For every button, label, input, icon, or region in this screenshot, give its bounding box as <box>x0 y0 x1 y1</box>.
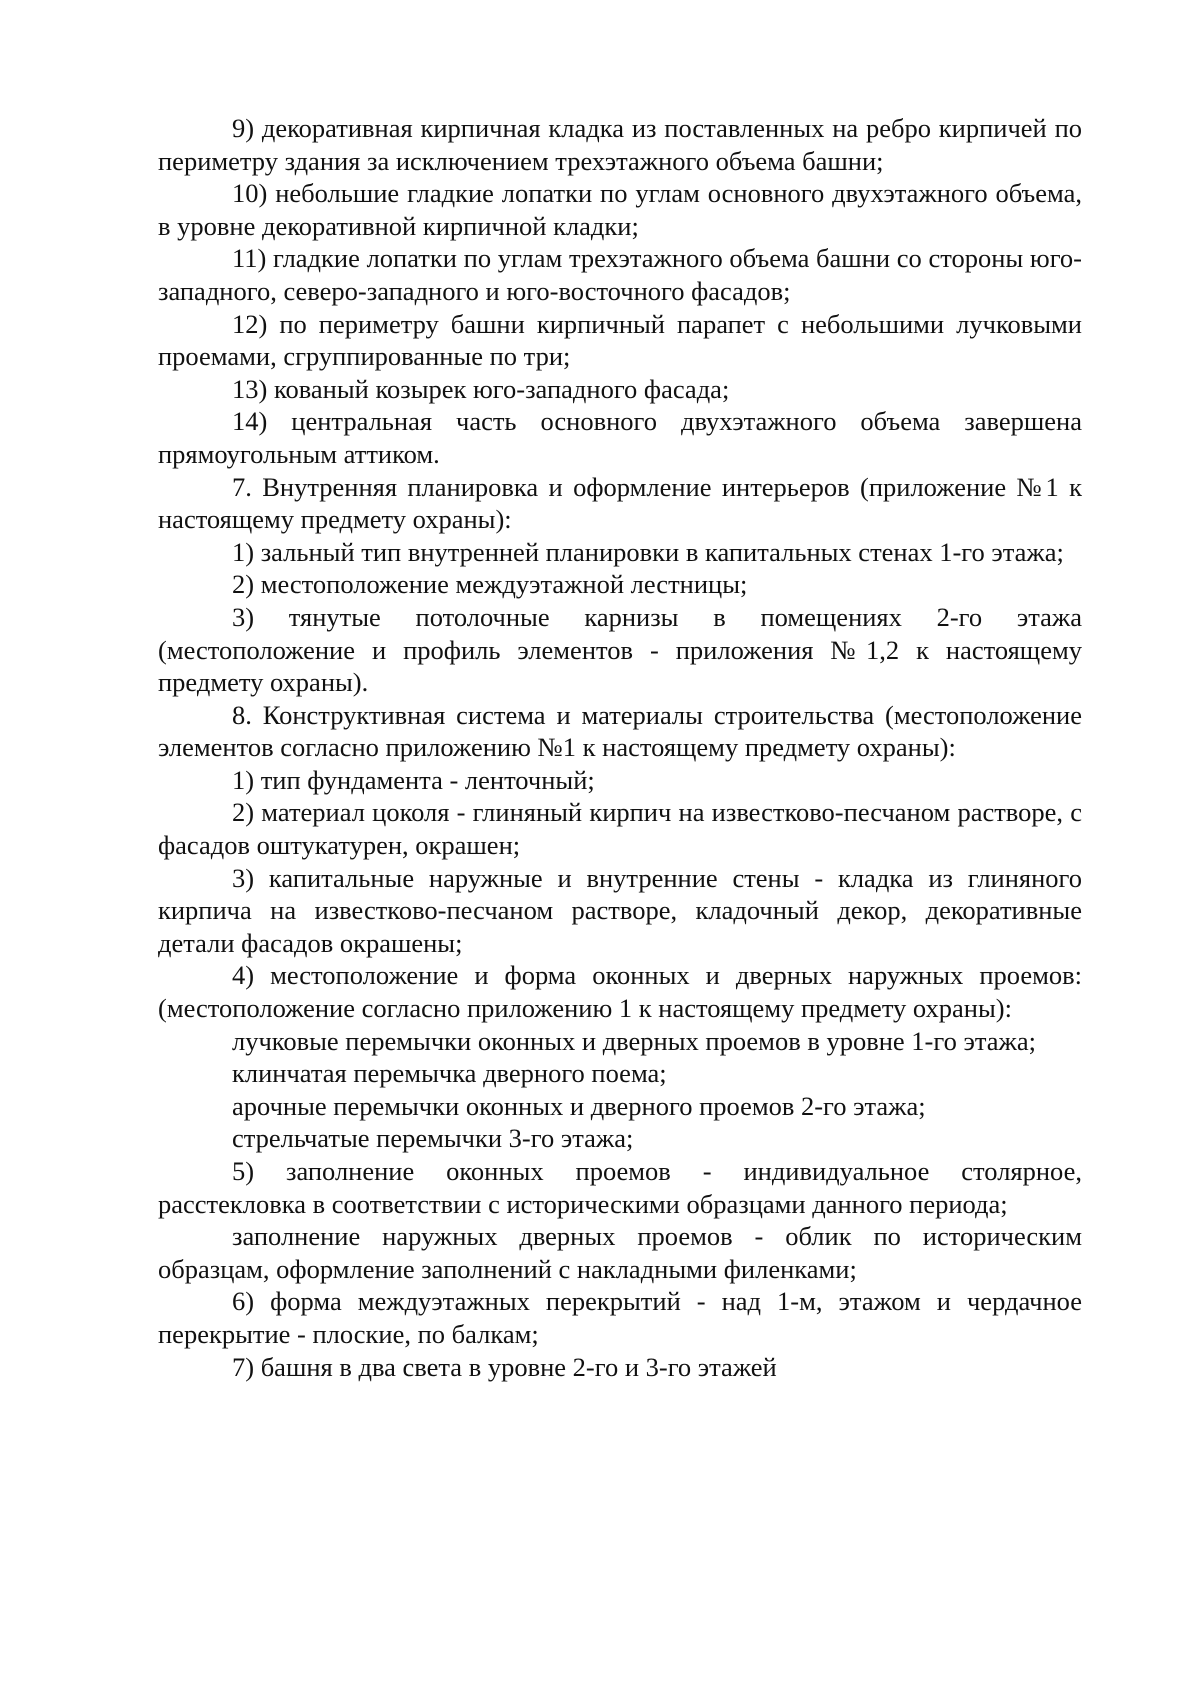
paragraph-item-11-tower-pilasters: 11) гладкие лопатки по углам трехэтажного объема башни со стороны юго-западного, северо-западного и юго-восточного фасадов; <box>158 243 1082 306</box>
paragraph-s8-item-3: 3) капитальные наружные и внутренние стены - кладка из глиняного кирпича на известково-песчаном растворе, кладочный декор, декоративные детали фасадов окрашены; <box>158 862 1082 958</box>
paragraph-s7-item-3: 3) тянутые потолочные карнизы в помещениях 2-го этажа (местоположение и профиль элементов - приложения №1,2 к настоящему предмету охраны). <box>158 601 1082 698</box>
paragraph-s8-item-4-lintels-1: лучковые перемычки оконных и дверных проемов в уровне 1-го этажа; <box>232 1025 1036 1056</box>
paragraph-s8-item-4-lintels-2: клинчатая перемычка дверного поема; <box>232 1058 667 1089</box>
document-body <box>158 112 1082 1383</box>
paragraph-item-13-canopy: 13) кованый козырек юго-западного фасада; <box>232 373 730 404</box>
section-8-heading: 8. Конструктивная система и материалы строительства (местоположение элементов согласно приложению №1 к настоящему предмету охраны): <box>158 699 1082 763</box>
paragraph-item-9-brick-masonry: 9) декоративная кирпичная кладка из поставленных на ребро кирпичей по периметру здания за исключением трехэтажного объема башни; <box>158 113 1082 176</box>
paragraph-s7-item-1: 1) зальный тип внутренней планировки в капитальных стенах 1-го этажа; <box>232 536 1064 567</box>
paragraph-item-14-attic: 14) центральная часть основного двухэтажного объема завершена прямоугольным аттиком. <box>158 406 1082 469</box>
paragraph-item-10-smooth-pilasters: 10) небольшие гладкие лопатки по углам основного двухэтажного объема, в уровне декоративной кирпичной кладки; <box>158 178 1082 241</box>
paragraph-s8-item-4-lintels-3: арочные перемычки оконных и дверного проемов 2-го этажа; <box>232 1090 926 1121</box>
paragraph-s8-item-1: 1) тип фундамента - ленточный; <box>232 764 595 795</box>
paragraph-s8-item-2: 2) материал цоколя - глиняный кирпич на известково-песчаном растворе, с фасадов оштукатурен, окрашен; <box>158 797 1082 861</box>
paragraph-s7-item-2: 2) местоположение междуэтажной лестницы; <box>232 569 748 600</box>
paragraph-s8-item-7: 7) башня в два света в уровне 2-го и 3-го этажей <box>232 1351 777 1382</box>
paragraph-s8-item-4: 4) местоположение и форма оконных и дверных наружных проемов: (местоположение согласно приложению 1 к настоящему предмету охраны): <box>158 960 1082 1024</box>
paragraph-s8-item-4-lintels-4: стрельчатые перемычки 3-го этажа; <box>232 1123 634 1154</box>
paragraph-s8-item-5: 5) заполнение оконных проемов - индивидуальное столярное, расстекловка в соответствии с историческими образцами данного периода; <box>158 1156 1082 1219</box>
paragraph-item-12-parapet: 12) по периметру башни кирпичный парапет с небольшими лучковыми проемами, сгруппированные по три; <box>158 308 1082 372</box>
section-7-heading: 7. Внутренняя планировка и оформление интерьеров (приложение №1 к настоящему предмету охраны): <box>158 471 1082 535</box>
paragraph-s8-item-6: 6) форма междуэтажных перекрытий - над 1-м, этажом и чердачное перекрытие - плоские, по балкам; <box>158 1286 1082 1349</box>
paragraph-s8-item-5-doors: заполнение наружных дверных проемов - облик по историческим образцам, оформление заполнений с накладными филенками; <box>158 1221 1082 1284</box>
